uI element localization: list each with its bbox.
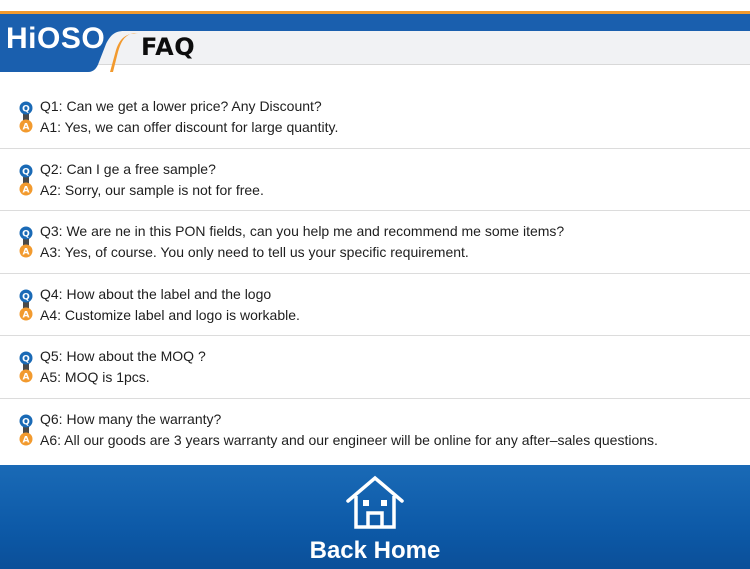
back-home-label[interactable]: Back Home bbox=[309, 537, 441, 564]
home-icon bbox=[346, 475, 404, 529]
q-badge-letter: Q bbox=[22, 416, 30, 427]
q-badge-letter: Q bbox=[22, 354, 30, 365]
faq-question: Q1: Can we get a lower price? Any Discount? bbox=[40, 98, 322, 114]
faq-question: Q6: How many the warranty? bbox=[40, 410, 222, 427]
a-badge-letter: A bbox=[22, 309, 30, 320]
q-badge-letter: Q bbox=[22, 229, 30, 240]
a-badge-letter: A bbox=[22, 122, 30, 133]
page-title: FAQ bbox=[141, 33, 196, 61]
a-badge-letter: A bbox=[22, 184, 30, 195]
a-badge-letter: A bbox=[22, 434, 30, 445]
qa-badge-icon bbox=[19, 413, 33, 447]
a-badge-letter: A bbox=[22, 372, 30, 383]
faq-answer: A6: All our goods are 3 years warranty and our engineer will be online for any after–sales questions. bbox=[40, 431, 658, 448]
faq-item bbox=[0, 86, 750, 149]
q-badge-letter: Q bbox=[22, 291, 30, 302]
qa-badge-icon bbox=[19, 350, 33, 384]
faq-item bbox=[0, 399, 750, 462]
faq-item bbox=[0, 211, 750, 274]
faq-item bbox=[0, 149, 750, 212]
q-badge-letter: Q bbox=[22, 166, 30, 177]
brand-logo: HiOSO bbox=[6, 22, 106, 55]
faq-answer: A1: Yes, we can offer discount for large quantity. bbox=[40, 119, 339, 135]
qa-badge-icon bbox=[19, 225, 33, 259]
back-home-button[interactable] bbox=[0, 465, 750, 569]
faq-answer: A4: Customize label and logo is workable. bbox=[40, 306, 300, 323]
faq-question: Q2: Can I ge a free sample? bbox=[40, 160, 216, 177]
faq-item bbox=[0, 274, 750, 337]
qa-badge-icon bbox=[19, 163, 33, 197]
faq-question: Q3: We are ne in this PON fields, can you help me and recommend me some items? bbox=[40, 223, 565, 239]
faq-answer: A2: Sorry, our sample is not for free. bbox=[40, 181, 264, 198]
qa-badge-icon bbox=[19, 100, 33, 134]
header-banner bbox=[0, 0, 750, 72]
qa-badge-icon bbox=[19, 288, 33, 322]
faq-answer: A5: MOQ is 1pcs. bbox=[40, 369, 150, 385]
faq-list bbox=[0, 86, 750, 461]
a-badge-letter: A bbox=[22, 247, 30, 258]
faq-question: Q4: How about the label and the logo bbox=[40, 285, 272, 302]
faq-answer: A3: Yes, of course. You only need to tell us your specific requirement. bbox=[40, 244, 469, 260]
q-badge-letter: Q bbox=[22, 104, 30, 115]
faq-item bbox=[0, 336, 750, 399]
faq-question: Q5: How about the MOQ ? bbox=[40, 348, 206, 364]
page-header bbox=[0, 0, 750, 72]
